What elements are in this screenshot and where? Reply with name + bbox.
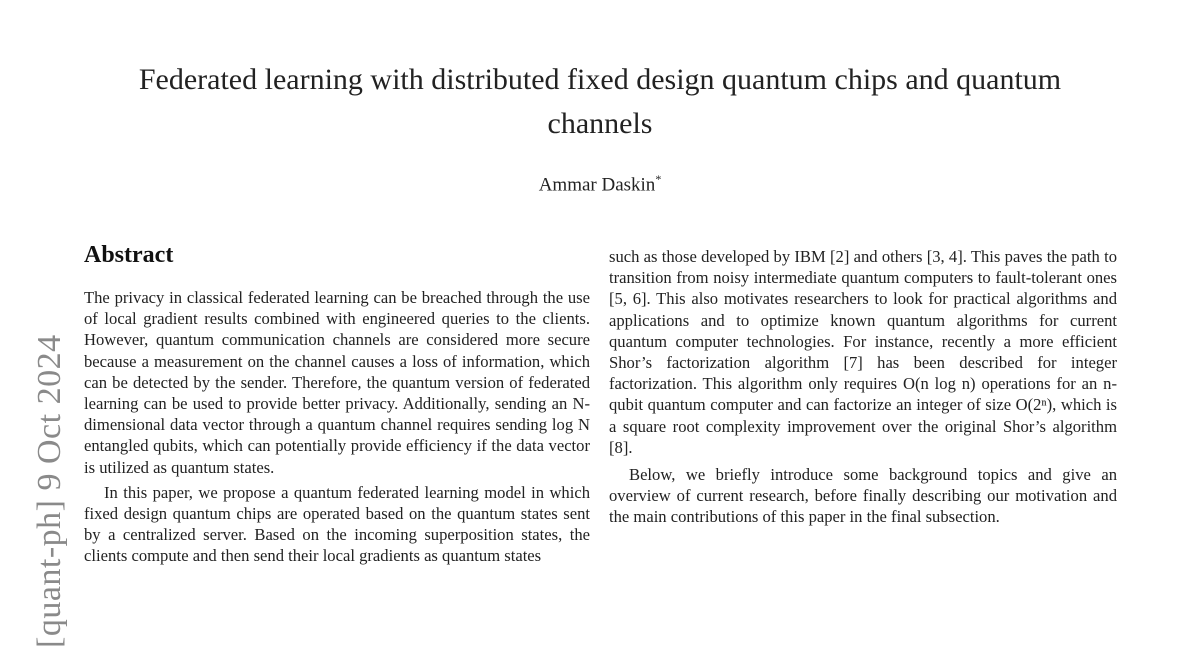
intro-paragraph-1: such as those developed by IBM [2] and others [3, 4]. This paves the path to transition from noisy intermediate quantum computers to fault-tolerant ones [5, 6]. This also motivates researchers to look for practical algorithms and applications and to optimize known quantum algorithms for current quantum computer technologies. For instance, recently a more efficient Shor’s factorization algorithm [7] has been described for integer factorization. This algorithm only requires O(n log n) operations for an n-qubit quantum computer and can factorize an integer of size O(2ⁿ), which is a square root complexity improvement over the original Shor’s algorithm [8]. <box>609 247 1117 457</box>
author-name: Ammar Daskin <box>538 174 656 196</box>
abstract-paragraph-2: In this paper, we propose a quantum federated learning model in which fixed design quantum chips are operated based on the quantum states sent by a centralized server. Based on the incoming superposition states, the clients compute and then send their local gradients as quantum states <box>84 482 590 566</box>
abstract-column <box>84 240 590 567</box>
author-footnote-mark: * <box>655 172 662 186</box>
abstract-paragraph-1: The privacy in classical federated learning can be breached through the use of local gradient results combined with engineered queries to the clients. However, quantum communication channels are considered more secure because a measurement on the channel causes a loss of information, which can be detected by the sender. Therefore, the quantum version of federated learning can be used to provide better privacy. Additionally, sending an N-dimensional data vector through a quantum channel requires sending log N entangled qubits, which can potentially provide efficiency if the data vector is utilized as quantum states. <box>84 288 590 477</box>
intro-column <box>609 246 1117 528</box>
intro-paragraph-2: Below, we briefly introduce some background topics and give an overview of current research, before finally describing our motivation and the main contributions of this paper in the final subsection. <box>609 465 1117 527</box>
abstract-heading: Abstract <box>84 242 174 268</box>
paper-title: Federated learning with distributed fixed design quantum chips and quantum channels <box>138 63 1062 140</box>
author-line <box>0 167 1200 197</box>
arxiv-side-stamp: [quant-ph] 9 Oct 2024 <box>31 334 68 648</box>
